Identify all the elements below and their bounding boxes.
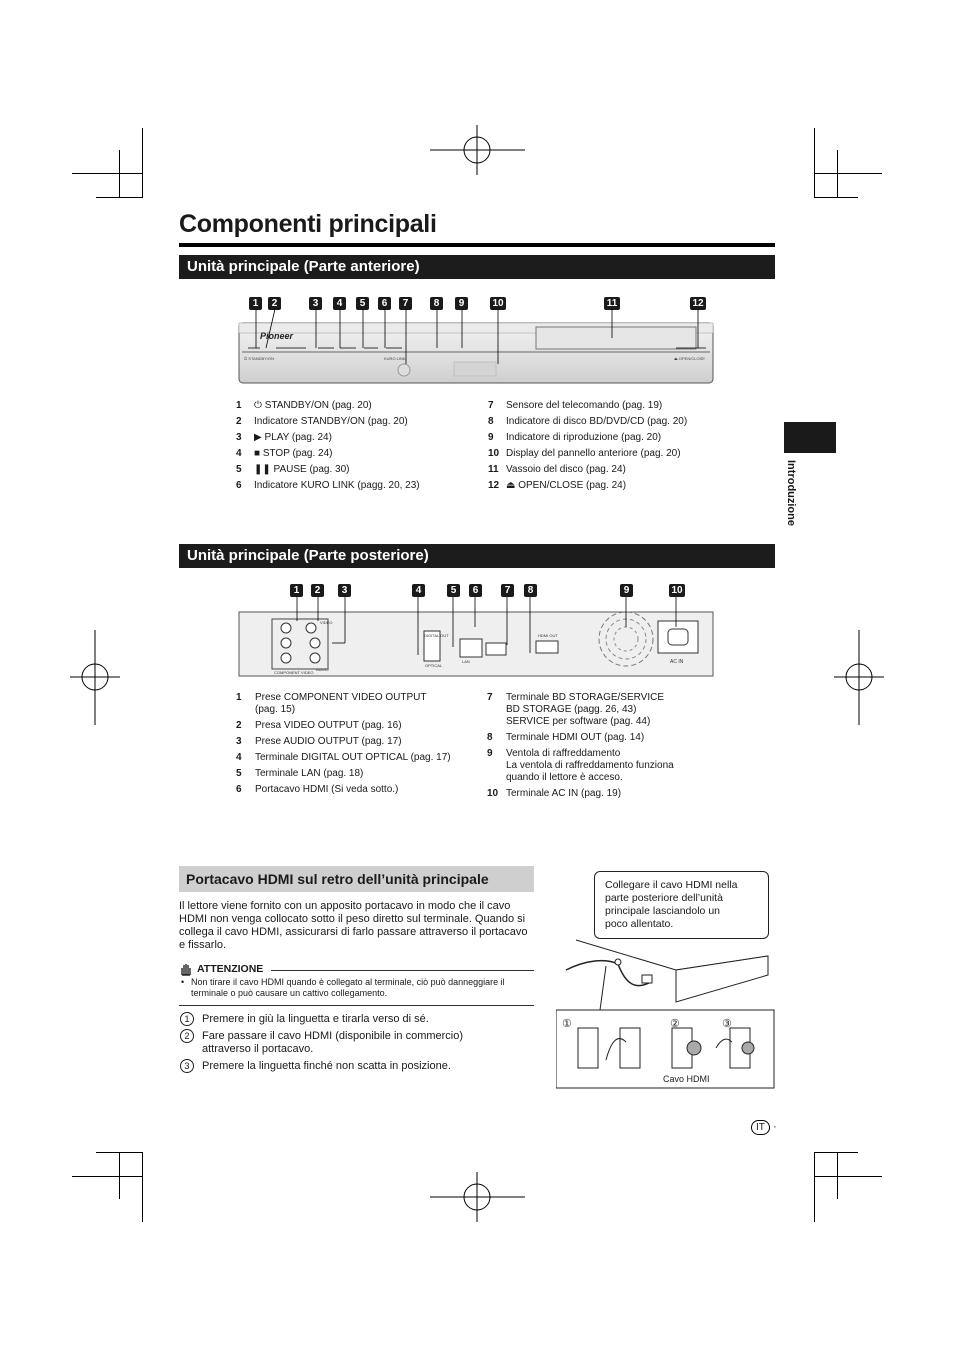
registration-mark-right-icon (834, 630, 884, 725)
rear-callout-badge: 5 (447, 584, 460, 597)
list-item: 9 Ventola di raffreddamento La ventola di raffreddamento funziona quando il lettore è acceso. (487, 748, 674, 783)
list-item: 3 ▶ PLAY (pag. 24) (236, 432, 332, 443)
holder-paragraph: Il lettore viene fornito con un apposito portacavo in modo che il cavo HDMI non venga collocato sotto il peso diretto sul terminale. Quando si collega il cavo HDMI, assicurarsi di farlo passare attraverso il portacavo e fissarlo. (179, 900, 528, 951)
registration-mark-top-icon (430, 125, 525, 175)
svg-text:KURO LINK: KURO LINK (384, 356, 406, 361)
side-tab-label: Introduzione (785, 460, 797, 526)
rear-callout-badge: 8 (524, 584, 537, 597)
figure-step-1: ① (562, 1018, 572, 1030)
list-item: 11 Vassoio del disco (pag. 24) (488, 464, 626, 475)
rear-list-right (487, 692, 747, 804)
title-rule (179, 243, 775, 247)
brand-logo: Pioneer (260, 331, 294, 341)
holder-steps (180, 1013, 535, 1077)
page-title: Componenti principali (179, 210, 437, 238)
list-item: 4 Terminale DIGITAL OUT OPTICAL (pag. 17) (236, 752, 451, 763)
side-tab (784, 422, 836, 453)
svg-text:VIDEO: VIDEO (320, 620, 333, 625)
list-item: 7 Sensore del telecomando (pag. 19) (488, 400, 663, 411)
list-item: 2 Indicatore STANDBY/ON (pag. 20) (236, 416, 408, 427)
warning-label: ATTENZIONE (197, 963, 267, 975)
front-panel-illustration (236, 308, 716, 388)
list-item: 10 Terminale AC IN (pag. 19) (487, 788, 622, 799)
rear-list-left (236, 692, 481, 800)
section-heading-rear: Unità principale (Parte posteriore) (179, 544, 775, 568)
warning-text (181, 977, 531, 998)
list-item: 3 Prese AUDIO OUTPUT (pag. 17) (236, 736, 402, 747)
list-item: 1 ⏻ STANDBY/ON (pag. 20) (236, 400, 372, 411)
callout-box: Collegare il cavo HDMI nella parte posteriore dell’unità principale lasciandolo un poco allentato. (594, 871, 769, 939)
svg-text:⏏ OPEN/CLOSE: ⏏ OPEN/CLOSE (674, 356, 705, 361)
front-callout-badge: 8 (430, 297, 443, 310)
list-item: 2 Presa VIDEO OUTPUT (pag. 16) (236, 720, 402, 731)
list-item: 6 Portacavo HDMI (Si veda sotto.) (236, 784, 399, 795)
front-callout-badge: 9 (455, 297, 468, 310)
front-callout-badge: 3 (309, 297, 322, 310)
rear-callout-badge: 7 (501, 584, 514, 597)
list-item: 8 Terminale HDMI OUT (pag. 14) (487, 732, 645, 743)
page-language-badge: IT (751, 1120, 770, 1135)
front-callout-badge: 12 (690, 297, 706, 310)
registration-mark-bottom-icon (430, 1172, 525, 1222)
warning-body: Non tirare il cavo HDMI quando è collegato al terminale, ciò può danneggiare il terminale o può causare un cattivo collegamento. (191, 977, 505, 998)
rear-callout-badge: 3 (338, 584, 351, 597)
svg-text:HDMI OUT: HDMI OUT (538, 633, 558, 638)
figure-step-2: ② (670, 1018, 680, 1030)
section-heading-holder: Portacavo HDMI sul retro dell’unità principale (179, 866, 534, 892)
list-item: 5 ❚❚ PAUSE (pag. 30) (236, 464, 350, 475)
holder-illustration (556, 930, 776, 1090)
list-item: 7 Terminale BD STORAGE/SERVICE BD STORAGE (pagg. 26, 43) SERVICE per software (pag. 44) (487, 692, 665, 727)
rear-panel-illustration (236, 597, 716, 681)
registration-mark-left-icon (70, 630, 120, 725)
front-callout-badge: 4 (333, 297, 346, 310)
svg-text:AC IN: AC IN (670, 659, 684, 665)
warning-header (179, 962, 534, 976)
front-callout-badge: 1 (249, 297, 262, 310)
front-list-left (236, 398, 476, 494)
front-callout-badge: 6 (378, 297, 391, 310)
list-item: 1 Prese COMPONENT VIDEO OUTPUT (pag. 15) (236, 692, 427, 715)
list-item: 9 Indicatore di riproduzione (pag. 20) (488, 432, 662, 443)
svg-text:OPTICAL: OPTICAL (425, 663, 443, 668)
step-item: 1 Premere in giù la linguetta e tirarla verso di sé. (180, 1013, 535, 1026)
list-item: 8 Indicatore di disco BD/DVD/CD (pag. 20) (488, 416, 688, 427)
front-callout-badge: 2 (268, 297, 281, 310)
svg-text:DIGITAL OUT: DIGITAL OUT (424, 633, 449, 638)
figure-step-3: ③ (722, 1018, 732, 1030)
front-callout-badge: 11 (604, 297, 620, 310)
svg-text:AUDIO: AUDIO (316, 667, 329, 672)
bullet: • (181, 977, 185, 987)
warning-rule (179, 1005, 534, 1006)
caution-hand-icon (179, 962, 194, 976)
front-callout-badge: 7 (399, 297, 412, 310)
step-item: 2 Fare passare il cavo HDMI (disponibile in commercio) attraverso il portacavo. (180, 1030, 535, 1056)
step-item: 3 Premere la linguetta finché non scatta in posizione. (180, 1060, 535, 1073)
side-tab-label-wrap (779, 460, 799, 540)
svg-text:⏻ STANDBY/ON: ⏻ STANDBY/ON (244, 356, 274, 361)
list-item: 4 ■ STOP (pag. 24) (236, 448, 333, 459)
list-item: 6 Indicatore KURO LINK (pagg. 20, 23) (236, 480, 420, 491)
list-item: 12 ⏏ OPEN/CLOSE (pag. 24) (488, 480, 627, 491)
front-callout-badge: 10 (490, 297, 506, 310)
list-item: 5 Terminale LAN (pag. 18) (236, 768, 364, 779)
cable-caption: Cavo HDMI (663, 1074, 710, 1084)
rear-callout-badge: 2 (311, 584, 324, 597)
page-marker (751, 1120, 777, 1135)
front-callout-badge: 5 (356, 297, 369, 310)
svg-text:LAN: LAN (462, 659, 470, 664)
rear-callout-badge: 10 (669, 584, 685, 597)
rear-callout-badge: 9 (620, 584, 633, 597)
page-marker-suffix: · (772, 1121, 777, 1133)
section-heading-front: Unità principale (Parte anteriore) (179, 255, 775, 279)
svg-text:COMPONENT VIDEO: COMPONENT VIDEO (274, 670, 314, 675)
rear-callout-badge: 6 (469, 584, 482, 597)
rear-callout-badge: 4 (412, 584, 425, 597)
rear-callout-badge: 1 (290, 584, 303, 597)
list-item: 10 Display del pannello anteriore (pag. 20) (488, 448, 681, 459)
front-list-right (488, 398, 748, 494)
